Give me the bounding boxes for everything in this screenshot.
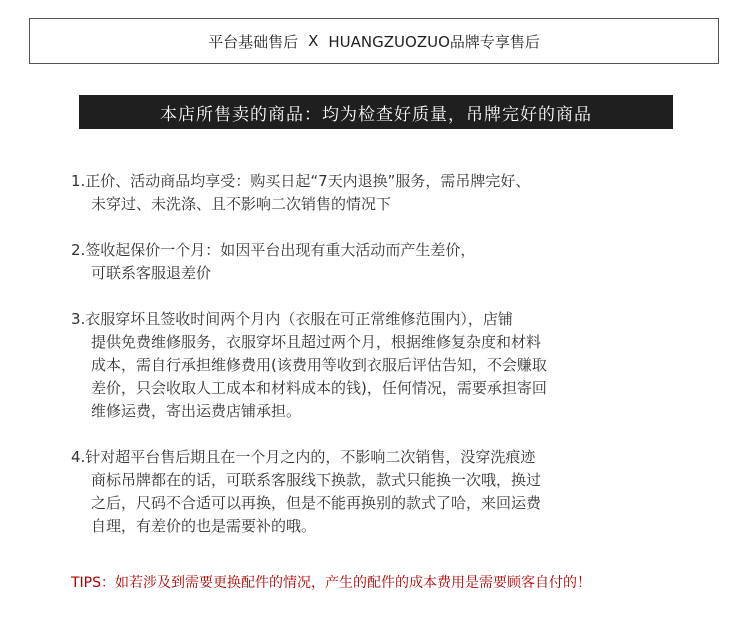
rule-item-3: 3.衣服穿坏且签收时间两个月内（衣服在可正常维修范围内），店铺 提供免费维修服务，衣服穿坏且超过两个月，根据维修复杂度和材料 成本，需自行承担维修费用(该费用等收到衣服后评估告知，不会赚取 差价，只会收取人工成本和材料成本的钱)，任何情况，需要承担寄回 维修运费，寄出运费店铺承担。 bbox=[71, 310, 547, 420]
rule-item-2: 2.签收起保价一个月：如因平台出现有重大活动而产生差价， 可联系客服退差价 bbox=[71, 241, 476, 282]
quality-banner bbox=[79, 95, 673, 129]
header-separator: X bbox=[308, 32, 319, 50]
header-brand-label: HUANGZUOZUO品牌专享售后 bbox=[328, 32, 540, 51]
rule-item-4: 4.针对超平台售后期且在一个月之内的，不影响二次销售，没穿洗痕迹 商标吊牌都在的话，可联系客服线下换款，款式只能换一次哦，换过 之后，尺码不合适可以再换，但是不能再换别的款式了哈，来回运费 自理，有差价的也是需要补的哦。 bbox=[71, 448, 542, 535]
quality-banner-text: 本店所售卖的商品：均为检查好质量，吊牌完好的商品 bbox=[160, 104, 592, 125]
header-platform-label: 平台基础售后 bbox=[208, 32, 299, 51]
after-sales-header bbox=[29, 18, 719, 64]
rules-list bbox=[71, 170, 691, 561]
tips-note: TIPS：如若涉及到需要更换配件的情况，产生的配件的成本费用是需要顾客自付的！ bbox=[71, 575, 592, 591]
rule-item-1: 1.正价、活动商品均享受：购买日起“7天内退换”服务，需吊牌完好、 未穿过、未洗涤、且不影响二次销售的情况下 bbox=[71, 172, 531, 213]
